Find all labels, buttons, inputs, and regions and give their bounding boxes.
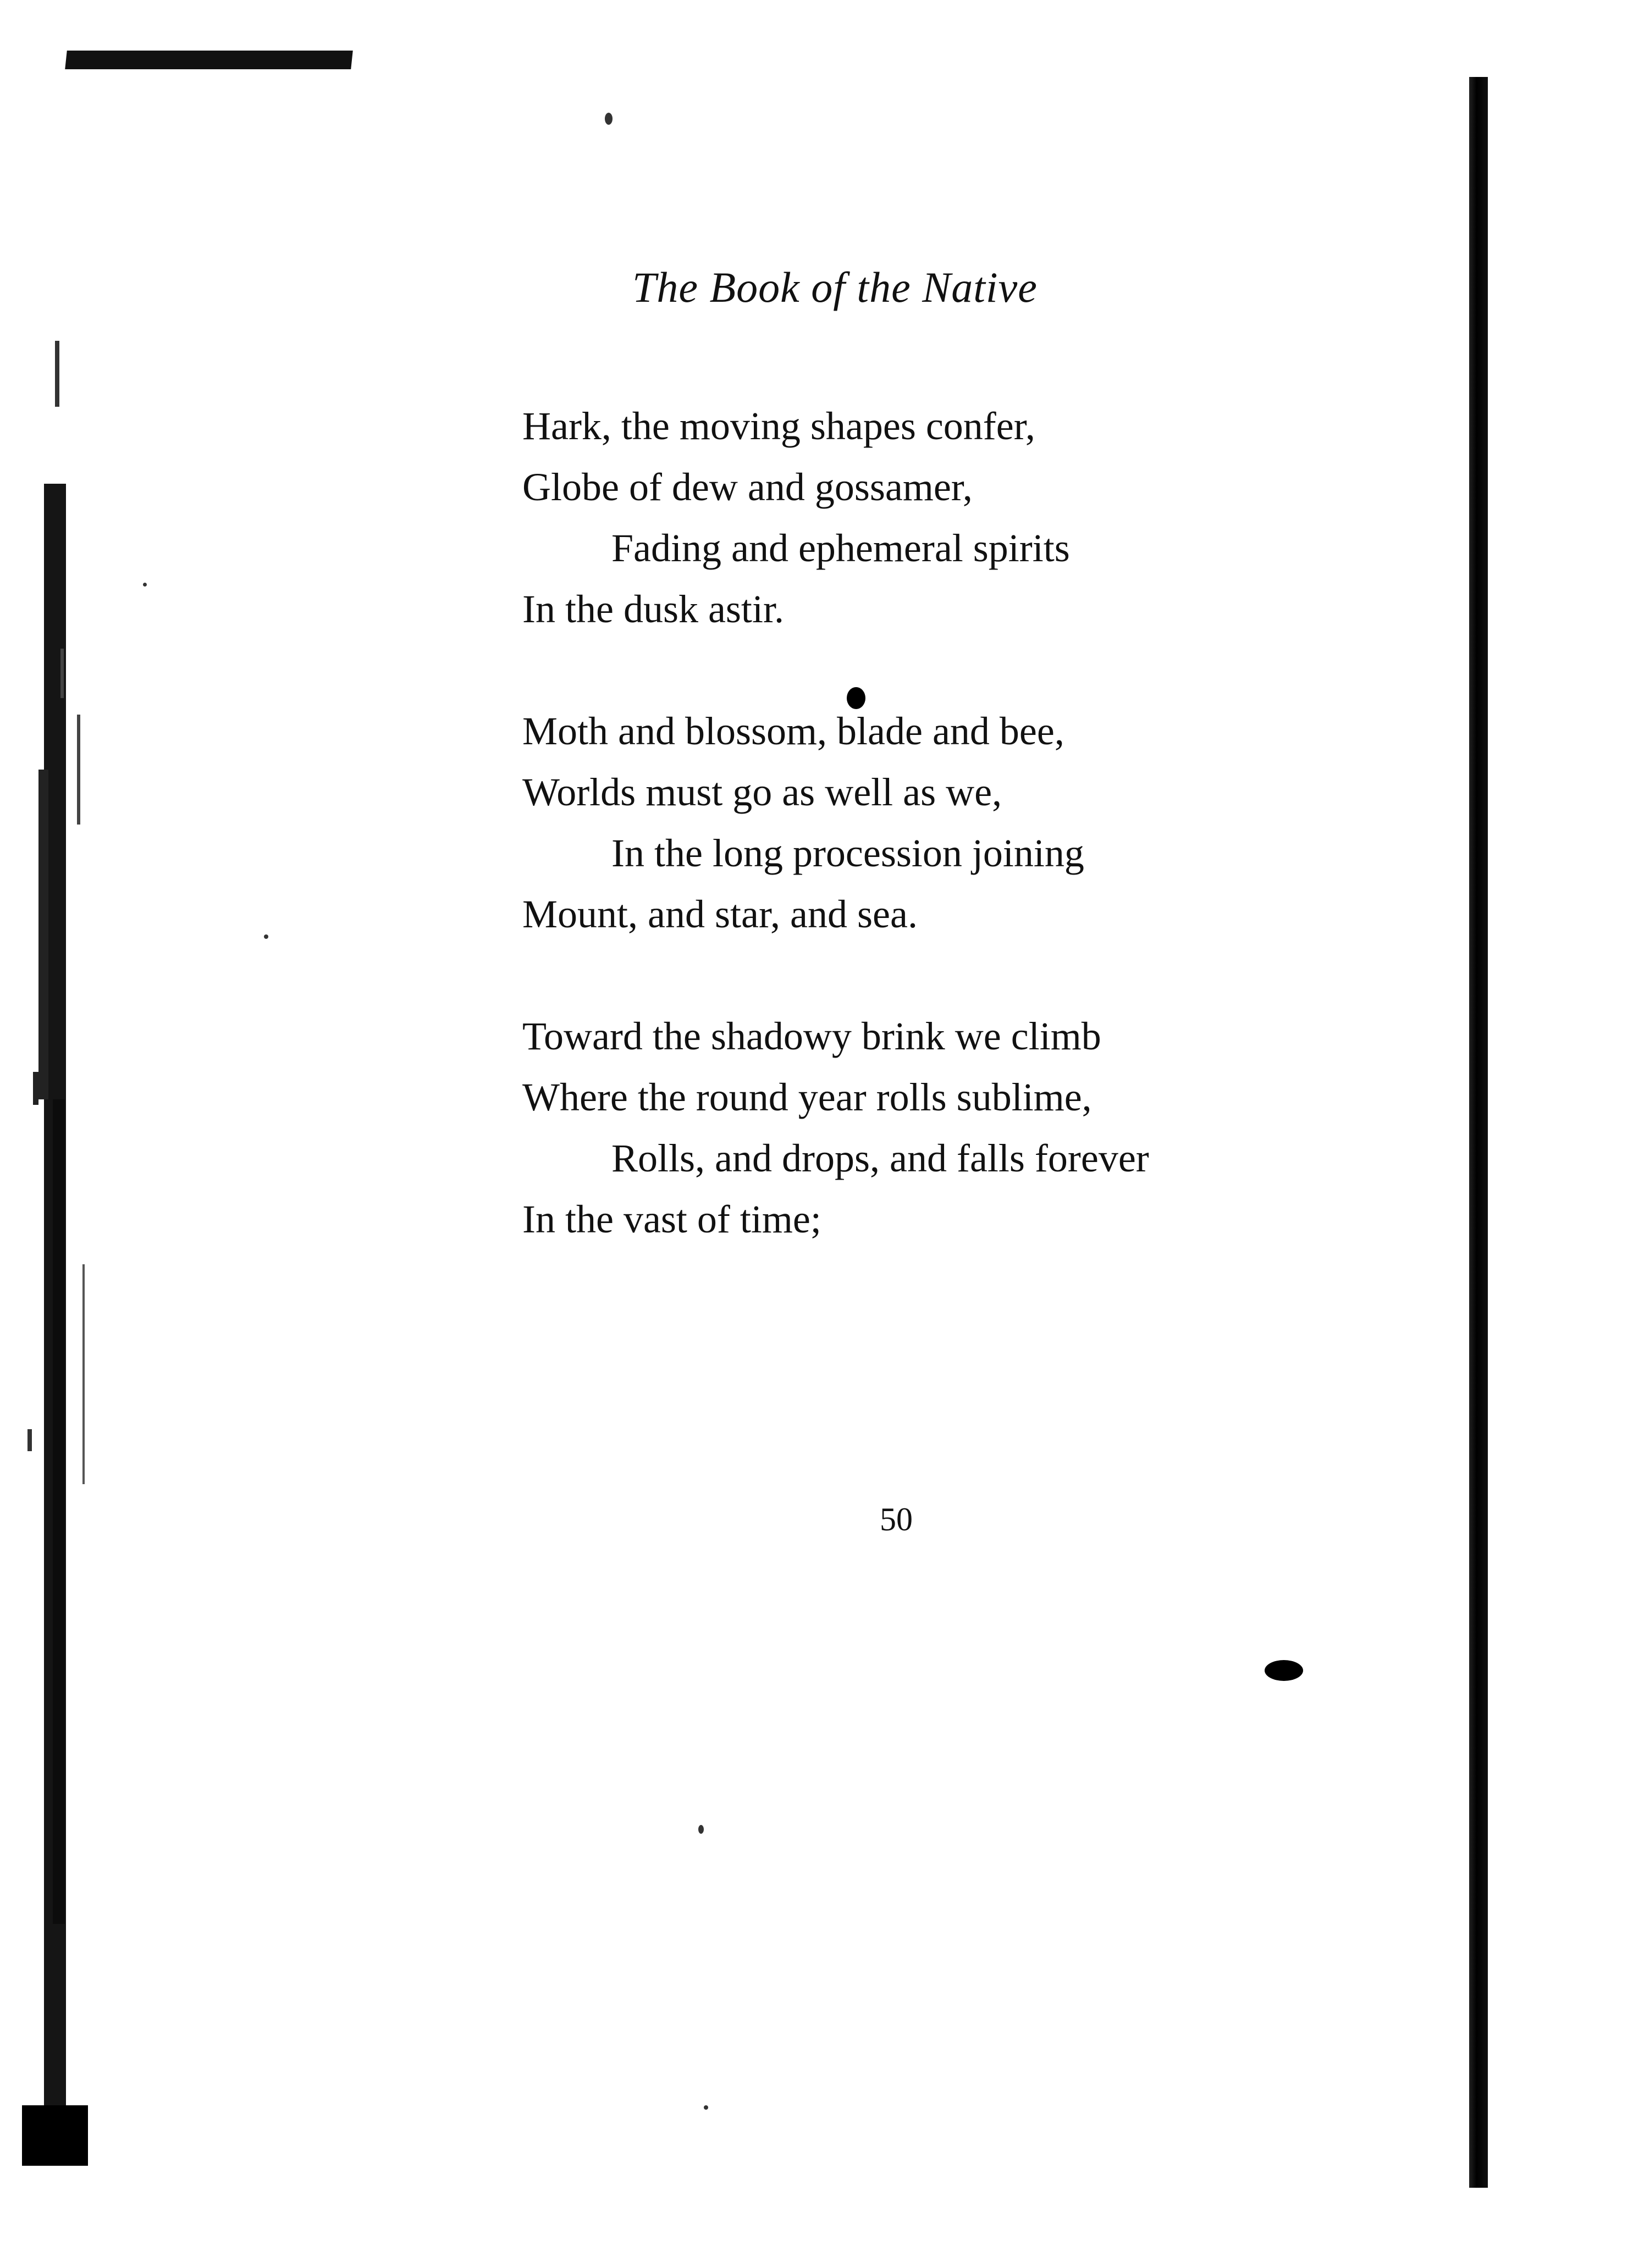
ink-speck: [143, 583, 147, 587]
poem-line: Globe of dew and gossamer,: [522, 465, 973, 509]
poem-line: Moth and blossom, blade and bee,: [522, 709, 1064, 753]
poem-line: Fading and ephemeral spirits: [611, 526, 1070, 570]
poem-line: Toward the shadowy brink we climb: [522, 1014, 1101, 1058]
ink-speck: [605, 113, 613, 125]
poem-line: Where the round year rolls sublime,: [522, 1075, 1092, 1119]
poem-line: In the vast of time;: [522, 1197, 821, 1241]
scanned-page-edge-right: [1469, 77, 1488, 2188]
running-head: The Book of the Native: [632, 263, 1038, 311]
ink-blot: [847, 687, 865, 709]
ink-speck: [264, 934, 268, 939]
scan-bar-top: [65, 51, 353, 69]
ink-speck: [704, 2105, 708, 2110]
page-number: 50: [880, 1501, 913, 1537]
ink-speck: [698, 1825, 704, 1834]
poem-line: In the dusk astir.: [522, 587, 784, 631]
poem-line: Mount, and star, and sea.: [522, 892, 918, 936]
poem-line: Hark, the moving shapes confer,: [522, 404, 1035, 448]
scanned-page-edge-left: [0, 0, 104, 2266]
poem: [522, 396, 1292, 1311]
stanza-3: [522, 1006, 1292, 1250]
poem-line: In the long procession joining: [611, 831, 1084, 875]
stanza-2: [522, 701, 1292, 945]
stanza-1: [522, 396, 1292, 640]
poem-line: Worlds must go as well as we,: [522, 770, 1002, 814]
poem-line: Rolls, and drops, and falls forever: [611, 1136, 1149, 1180]
ink-blot: [1265, 1660, 1303, 1681]
